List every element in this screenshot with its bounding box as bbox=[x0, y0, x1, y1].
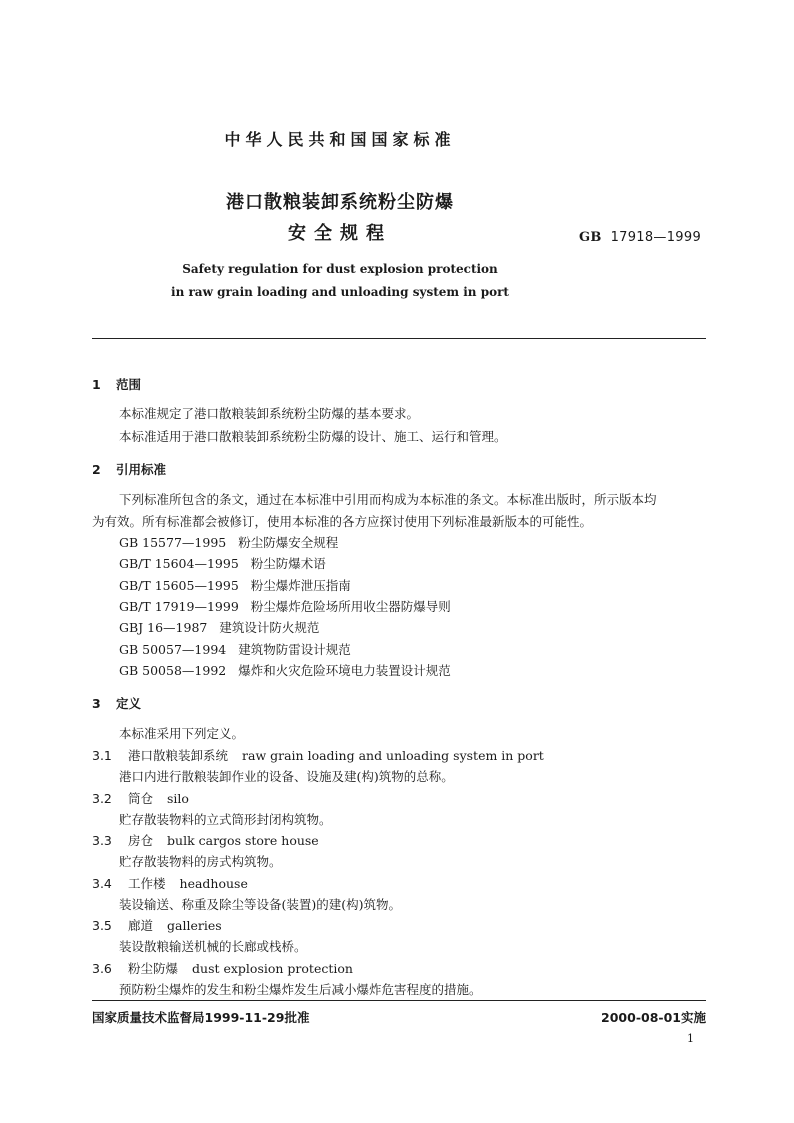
approval-date: 国家质量技术监督局1999-11-29批准 bbox=[92, 1010, 310, 1025]
section-number: 2 bbox=[92, 462, 101, 477]
reference-code: GB/T 17919—1999 bbox=[119, 599, 239, 614]
definition-term-row bbox=[92, 789, 189, 807]
paragraph: 为有效。所有标准都会被修订，使用本标准的各方应探讨使用下列标准最新版本的可能性。 bbox=[92, 514, 593, 529]
definition-english: dust explosion protection bbox=[192, 961, 353, 976]
reference-code: GB/T 15604—1995 bbox=[119, 556, 239, 571]
definition-number: 3.1 bbox=[92, 748, 112, 763]
reference-code: GB 50058—1992 bbox=[119, 663, 227, 678]
section-number: 3 bbox=[92, 696, 101, 711]
reference-title: 粉尘防爆安全规程 bbox=[238, 535, 339, 550]
header-divider bbox=[92, 338, 706, 339]
reference-item bbox=[119, 597, 451, 615]
definition-description: 装设散粮输送机械的长廊或栈桥。 bbox=[119, 939, 307, 954]
reference-item bbox=[119, 661, 451, 679]
definition-term: 房仓 bbox=[128, 833, 154, 848]
definition-number: 3.6 bbox=[92, 961, 112, 976]
definition-term: 廊道 bbox=[128, 918, 154, 933]
gb-number: 17918—1999 bbox=[610, 230, 702, 245]
page-number: 1 bbox=[687, 1032, 694, 1045]
definition-english: bulk cargos store house bbox=[167, 833, 319, 848]
section-title: 定义 bbox=[116, 696, 142, 711]
paragraph: 本标准适用于港口散粮装卸系统粉尘防爆的设计、施工、运行和管理。 bbox=[119, 429, 507, 444]
paragraph: 下列标准所包含的条文，通过在本标准中引用而构成为本标准的条文。本标准出版时，所示版本均 bbox=[119, 492, 657, 507]
definition-description: 贮存散装物料的立式筒形封闭构筑物。 bbox=[119, 812, 332, 827]
definition-term-row bbox=[92, 746, 544, 764]
section-2-heading bbox=[92, 460, 166, 478]
reference-item bbox=[119, 533, 338, 551]
document-title-line2: 安全规程 bbox=[288, 223, 392, 244]
definition-number: 3.2 bbox=[92, 791, 112, 806]
reference-item bbox=[119, 618, 319, 636]
definition-term-row bbox=[92, 959, 353, 977]
definition-term: 工作楼 bbox=[128, 876, 166, 891]
reference-item bbox=[119, 640, 351, 658]
definition-english: headhouse bbox=[179, 876, 248, 891]
definition-description: 预防粉尘爆炸的发生和粉尘爆炸发生后减小爆炸危害程度的措施。 bbox=[119, 982, 482, 997]
definition-number: 3.3 bbox=[92, 833, 112, 848]
paragraph: 本标准规定了港口散粮装卸系统粉尘防爆的基本要求。 bbox=[119, 406, 420, 421]
reference-code: GB/T 15605—1995 bbox=[119, 578, 239, 593]
definition-term-row bbox=[92, 916, 222, 934]
reference-code: GBJ 16—1987 bbox=[119, 620, 208, 635]
reference-item bbox=[119, 576, 351, 594]
english-title-line2: in raw grain loading and unloading system in port bbox=[171, 285, 509, 299]
footer-divider bbox=[92, 1000, 706, 1001]
paragraph: 本标准采用下列定义。 bbox=[119, 726, 245, 741]
reference-title: 粉尘爆炸泄压指南 bbox=[250, 578, 351, 593]
definition-description: 装设输送、称重及除尘等设备(装置)的建(构)筑物。 bbox=[119, 897, 402, 912]
gb-prefix: GB bbox=[579, 230, 602, 245]
definition-term-row bbox=[92, 874, 248, 892]
definition-term: 筒仓 bbox=[128, 791, 154, 806]
definition-term-row bbox=[92, 831, 319, 849]
reference-title: 粉尘防爆术语 bbox=[250, 556, 326, 571]
section-number: 1 bbox=[92, 377, 101, 392]
reference-title: 粉尘爆炸危险场所用收尘器防爆导则 bbox=[250, 599, 451, 614]
reference-title: 建筑物防雷设计规范 bbox=[238, 642, 351, 657]
implementation-date: 2000-08-01实施 bbox=[601, 1010, 706, 1025]
definition-number: 3.4 bbox=[92, 876, 112, 891]
reference-title: 爆炸和火灾危险环境电力装置设计规范 bbox=[238, 663, 451, 678]
section-title: 范围 bbox=[116, 377, 142, 392]
standard-number bbox=[579, 230, 701, 245]
section-title: 引用标准 bbox=[116, 462, 167, 477]
reference-code: GB 15577—1995 bbox=[119, 535, 227, 550]
definition-english: silo bbox=[167, 791, 189, 806]
reference-code: GB 50057—1994 bbox=[119, 642, 227, 657]
section-1-heading bbox=[92, 375, 141, 393]
definition-english: galleries bbox=[167, 918, 222, 933]
definition-description: 港口内进行散粮装卸作业的设备、设施及建(构)筑物的总称。 bbox=[119, 769, 454, 784]
reference-title: 建筑设计防火规范 bbox=[219, 620, 320, 635]
definition-english: raw grain loading and unloading system in port bbox=[242, 748, 544, 763]
definition-number: 3.5 bbox=[92, 918, 112, 933]
section-3-heading bbox=[92, 694, 141, 712]
document-title-line1: 港口散粮装卸系统粉尘防爆 bbox=[226, 192, 454, 213]
reference-item bbox=[119, 554, 326, 572]
definition-term: 粉尘防爆 bbox=[128, 961, 179, 976]
definition-term: 港口散粮装卸系统 bbox=[128, 748, 229, 763]
definition-description: 贮存散装物料的房式构筑物。 bbox=[119, 854, 282, 869]
english-title-line1: Safety regulation for dust explosion protection bbox=[182, 262, 498, 276]
standard-type-heading: 中华人民共和国国家标准 bbox=[224, 130, 456, 149]
